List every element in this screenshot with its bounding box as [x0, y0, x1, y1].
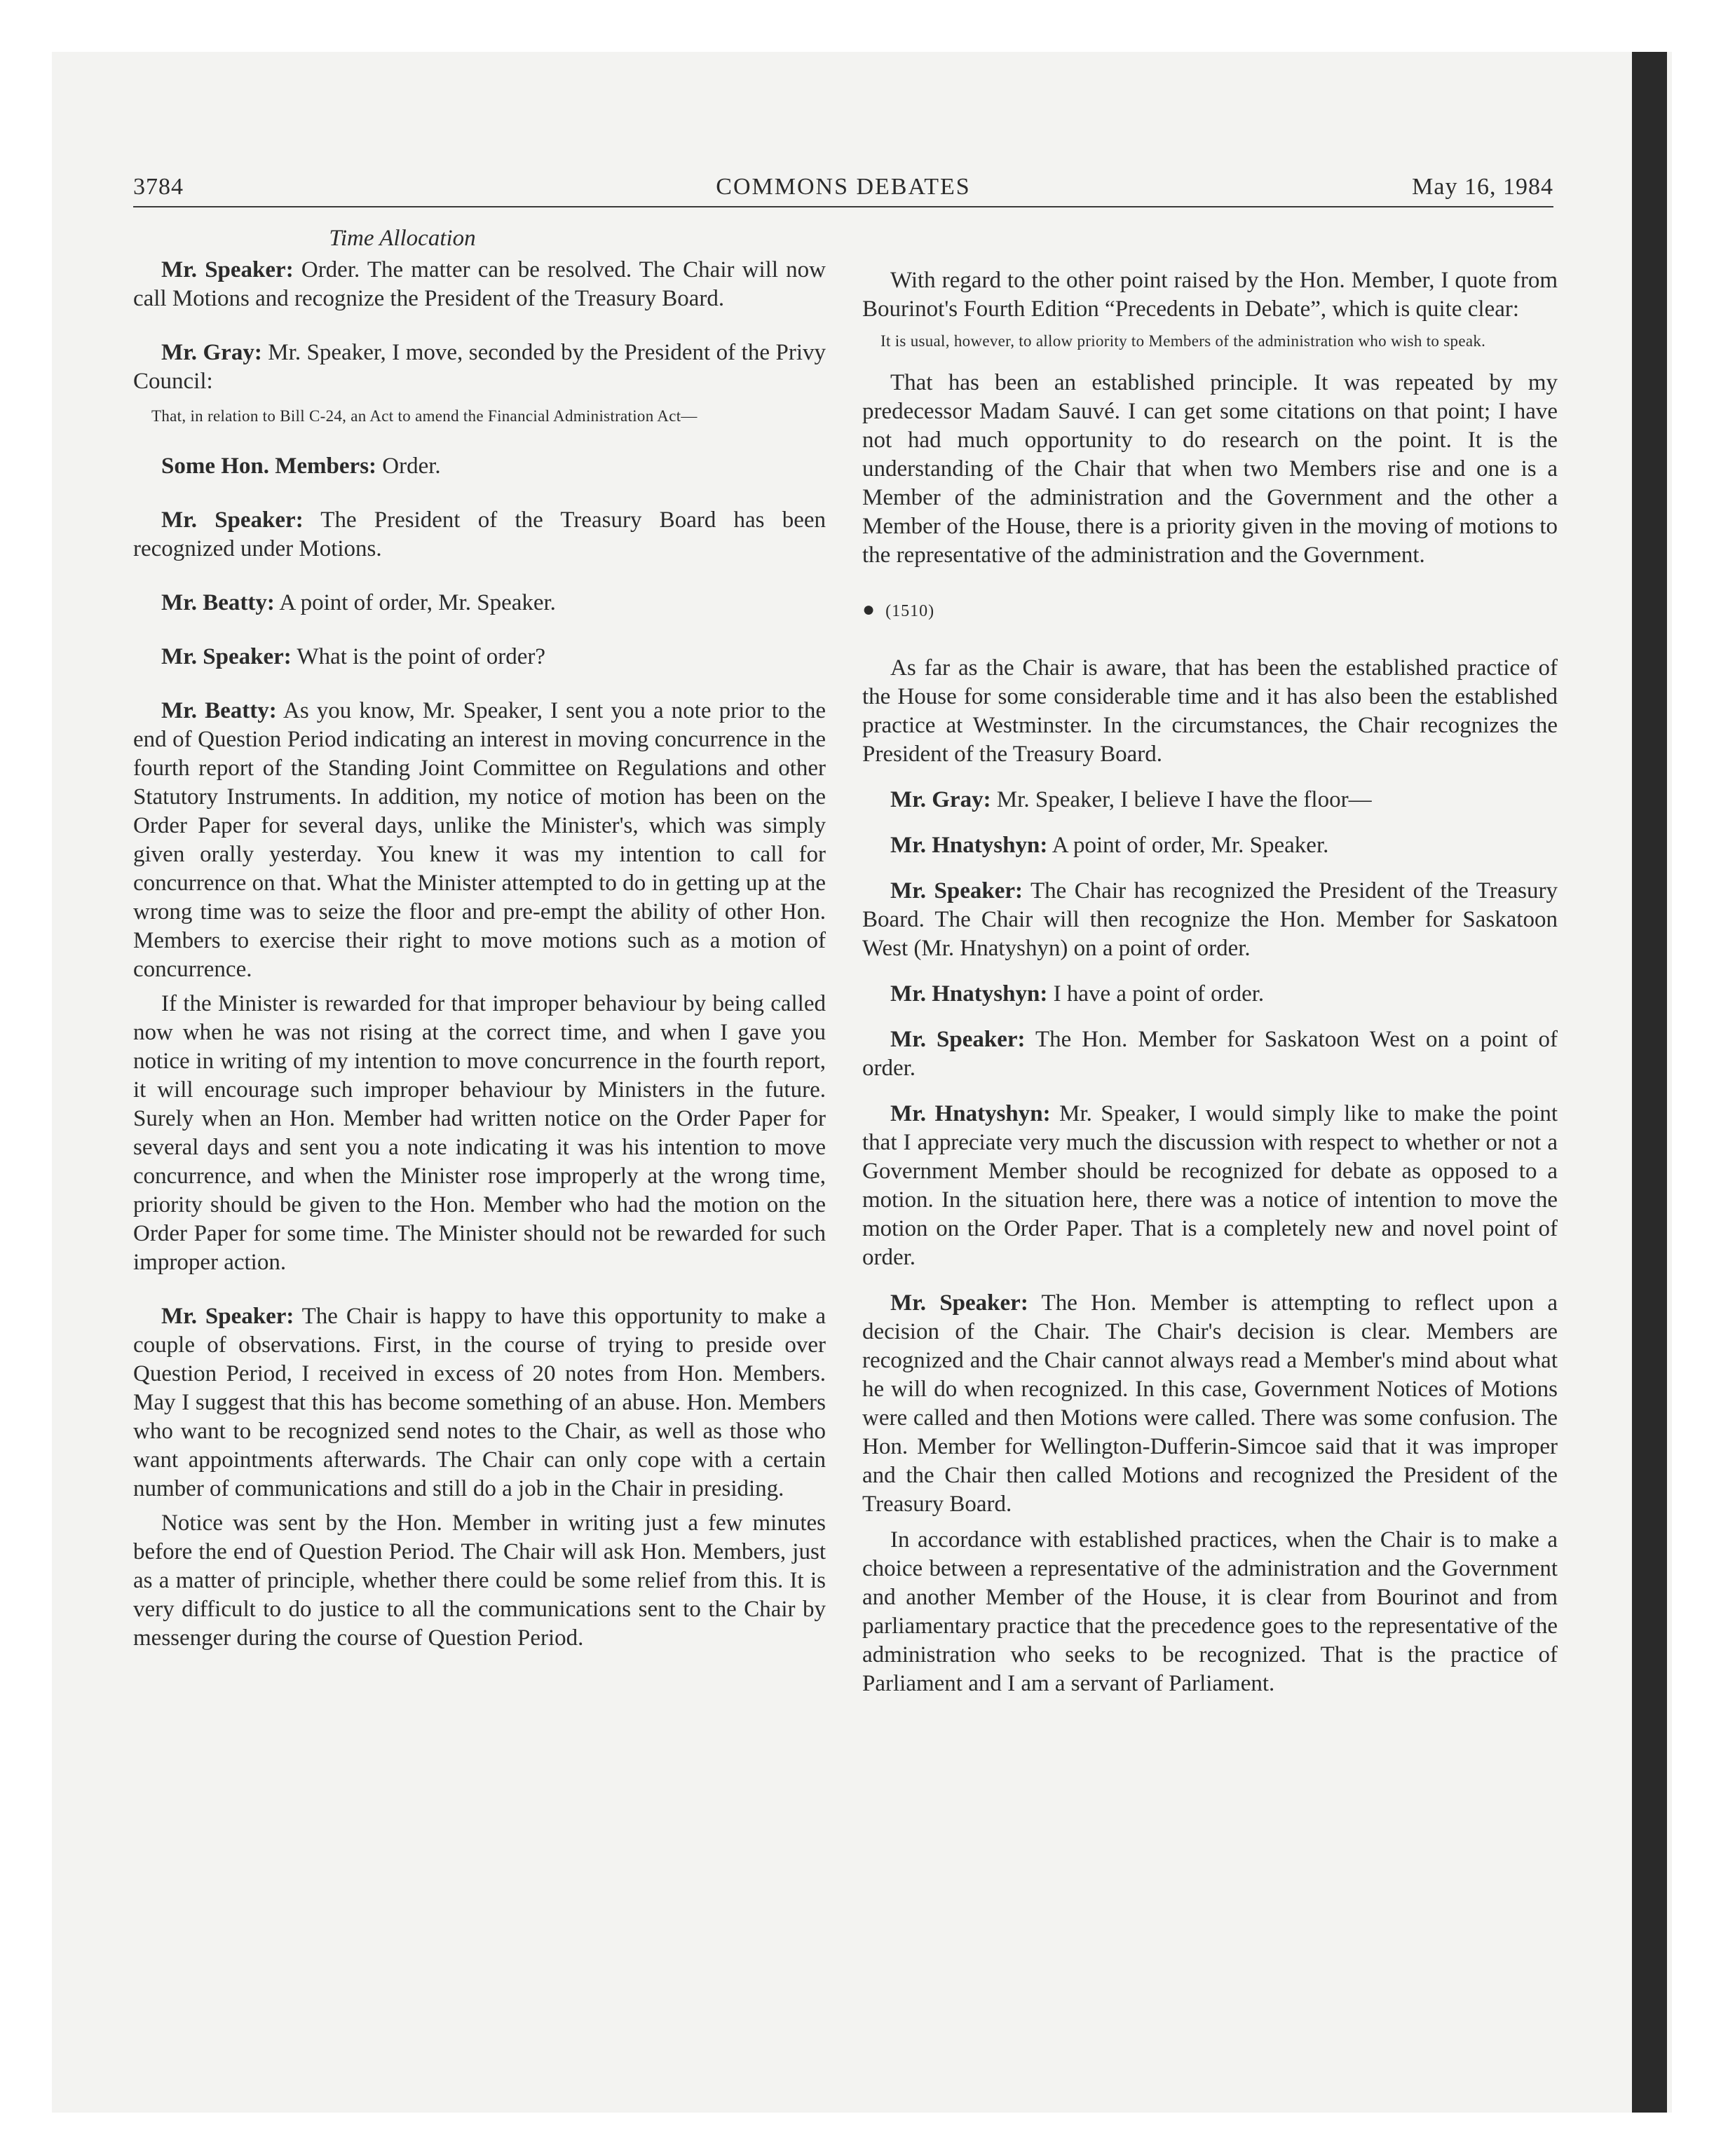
paragraph-text: Order.: [376, 453, 441, 479]
bullet-icon: ●: [862, 598, 876, 621]
speaker-name: Mr. Speaker:: [161, 1304, 294, 1329]
speaker-name: Mr. Gray:: [161, 340, 262, 365]
paragraph: [862, 1100, 1558, 1272]
speaker-name: Mr. Hnatyshyn:: [890, 1101, 1051, 1126]
speaker-name: Mr. Speaker:: [890, 1290, 1028, 1316]
paragraph: [133, 256, 826, 313]
speaker-name: Some Hon. Members:: [161, 453, 377, 479]
paragraph: [862, 831, 1558, 860]
paragraph: [862, 877, 1558, 963]
speaker-name: Mr. Hnatyshyn:: [890, 833, 1048, 858]
paragraph-text: The Chair has recognized the President of the Treasury Board. The Chair will then recognize the Hon. Member for Saskatoon West (Mr. Hnatyshyn) on a point of order.: [862, 878, 1558, 961]
left-column: [133, 224, 826, 1678]
page-date: May 16, 1984: [1412, 174, 1553, 200]
speaker-name: Mr. Gray:: [890, 787, 991, 812]
paragraph: Notice was sent by the Hon. Member in writing just a few minutes before the end of Question Period. The Chair will ask Hon. Members, just as a matter of principle, whether there could be some relief from this. It is very difficult to do justice to all the communications sent to the Chair by messenger during the course of Question Period.: [133, 1510, 826, 1651]
speaker-name: Mr. Hnatyshyn:: [890, 981, 1048, 1007]
paragraph: [862, 786, 1558, 814]
publication-title: COMMONS DEBATES: [716, 174, 971, 200]
paragraph: [862, 1289, 1558, 1519]
paragraph-text: A point of order, Mr. Speaker.: [274, 590, 556, 615]
speaker-name: Mr. Speaker:: [161, 644, 292, 669]
section-heading: Time Allocation: [329, 226, 476, 251]
paragraph: [133, 452, 826, 481]
speaker-name: Mr. Speaker:: [890, 1027, 1026, 1052]
paragraph-text: Order. The matter can be resolved. The Chair will now call Motions and recognize the President of the Treasury Board.: [133, 257, 826, 311]
paragraph: [862, 1025, 1558, 1083]
header-rule: [133, 206, 1553, 207]
paragraph: [133, 1302, 826, 1503]
speaker-name: Mr. Speaker:: [161, 257, 294, 282]
paragraph: In accordance with established practices, when the Chair is to make a choice between a representative of the administration and the Government and another Member of the House, it is clear from Bourinot and from parliamentary practice that the precedence goes to the representative of the administration who seeks to be recognized. That is the practice of Parliament and I am a servant of Parliament.: [862, 1527, 1558, 1696]
paragraph: If the Minister is rewarded for that improper behaviour by being called now when he was not rising at the correct time, and when I gave you notice in writing of my intention to move concurrence in the fourth report, it will encourage such improper behaviour by Ministers in the future. Surely when an Hon. Member had written notice on the Order Paper for several days and sent you a note indicating it was his intention to move concurrence, and when the Minister rose improperly at the wrong time, priority should be given to the Hon. Member who had the motion on the Order Paper for some time. The Minister should not be rewarded for such improper action.: [133, 991, 826, 1275]
page-number: 3784: [133, 174, 184, 200]
paragraph: That has been an established principle. It was repeated by my predecessor Madam Sauvé. I can get some citations on that point; I have not had much opportunity to do research on the point. It is the understanding of the Chair that when two Members rise and one is a Member of the administration and the Government and the other a Member of the House, there is a priority given in the moving of motions to the representative of the administration and the Government.: [862, 370, 1558, 568]
right-column: [862, 266, 1558, 1724]
paragraph-text: The Hon. Member is attempting to reflect upon a decision of the Chair. The Chair's decision is clear. Members are recognized and the Chair cannot always read a Member's mind about what he will do when recognized. In this case, Government Notices of Motions were called and then Motions were called. There was some confusion. The Hon. Member for Wellington-Dufferin-Simcoe said that it was improper and the Chair then called Motions and recognized the President of the Treasury Board.: [862, 1290, 1558, 1517]
paragraph: [133, 506, 826, 564]
paragraph-text: A point of order, Mr. Speaker.: [1047, 833, 1329, 858]
paragraph-text: Mr. Speaker, I would simply like to make the point that I appreciate very much the discussion with respect to whether or not a Government Member should be recognized for debate as opposed to a motion. In the situation here, there was a notice of intention to move the motion on the Order Paper. That is a completely new and novel point of order.: [862, 1101, 1558, 1270]
time-marker: [862, 595, 1558, 626]
paragraph: As far as the Chair is aware, that has been the established practice of the House for some considerable time and it has also been the established practice at Westminster. In the circumstances, the Chair recognizes the President of the Treasury Board.: [862, 655, 1558, 767]
paragraph: [133, 697, 826, 984]
time-marker-text: (1510): [885, 602, 935, 620]
speaker-name: Mr. Speaker:: [161, 507, 304, 533]
paragraph-text: The President of the Treasury Board has been recognized under Motions.: [133, 507, 826, 561]
paragraph-text: As you know, Mr. Speaker, I sent you a note prior to the end of Question Period indicating an interest in moving concurrence in the fourth report of the Standing Joint Committee on Regulations and other Statutory Instruments. In addition, my notice of motion has been on the Order Paper for several days, unlike the Minister's, which was simply given orally yesterday. You knew it was my intention to call for concurrence on that. What the Minister attempted to do in getting up at the wrong time was to seize the floor and pre-empt the ability of other Hon. Members to exercise their right to move motions such as a motion of concurrence.: [133, 698, 826, 982]
paragraph: [862, 980, 1558, 1009]
paragraph-text: I have a point of order.: [1047, 981, 1265, 1007]
paragraph-text: What is the point of order?: [291, 644, 546, 669]
page-header: [133, 174, 1553, 210]
scan-edge-shadow: [1632, 52, 1667, 2113]
paragraph: [133, 643, 826, 671]
paragraph-text: The Chair is happy to have this opportunity to make a couple of observations. First, in the course of trying to preside over Question Period, I received in excess of 20 notes from Hon. Members. May I suggest that this has become something of an abuse. Hon. Members who want to be recognized send notes to the Chair, as well as those who want appointments afterwards. The Chair can only cope with a certain number of communications and still do a job in the Chair in presiding.: [133, 1304, 826, 1501]
paragraph-text: The Hon. Member for Saskatoon West on a point of order.: [862, 1027, 1558, 1081]
paragraph: With regard to the other point raised by the Hon. Member, I quote from Bourinot's Fourth Edition “Precedents in Debate”, which is quite clear:: [862, 268, 1558, 322]
paragraph: [133, 339, 826, 396]
speaker-name: Mr. Beatty:: [161, 698, 277, 723]
paragraph-text: Mr. Speaker, I move, seconded by the President of the Privy Council:: [133, 340, 826, 394]
motion-quote: That, in relation to Bill C-24, an Act to amend the Financial Administration Act—: [151, 407, 698, 425]
speaker-name: Mr. Speaker:: [890, 878, 1023, 903]
paragraph: [133, 589, 826, 618]
paragraph-text: Mr. Speaker, I believe I have the floor—: [991, 787, 1372, 812]
speaker-name: Mr. Beatty:: [161, 590, 275, 615]
bourinot-quote: It is usual, however, to allow priority to Members of the administration who wish to speak.: [880, 332, 1486, 350]
